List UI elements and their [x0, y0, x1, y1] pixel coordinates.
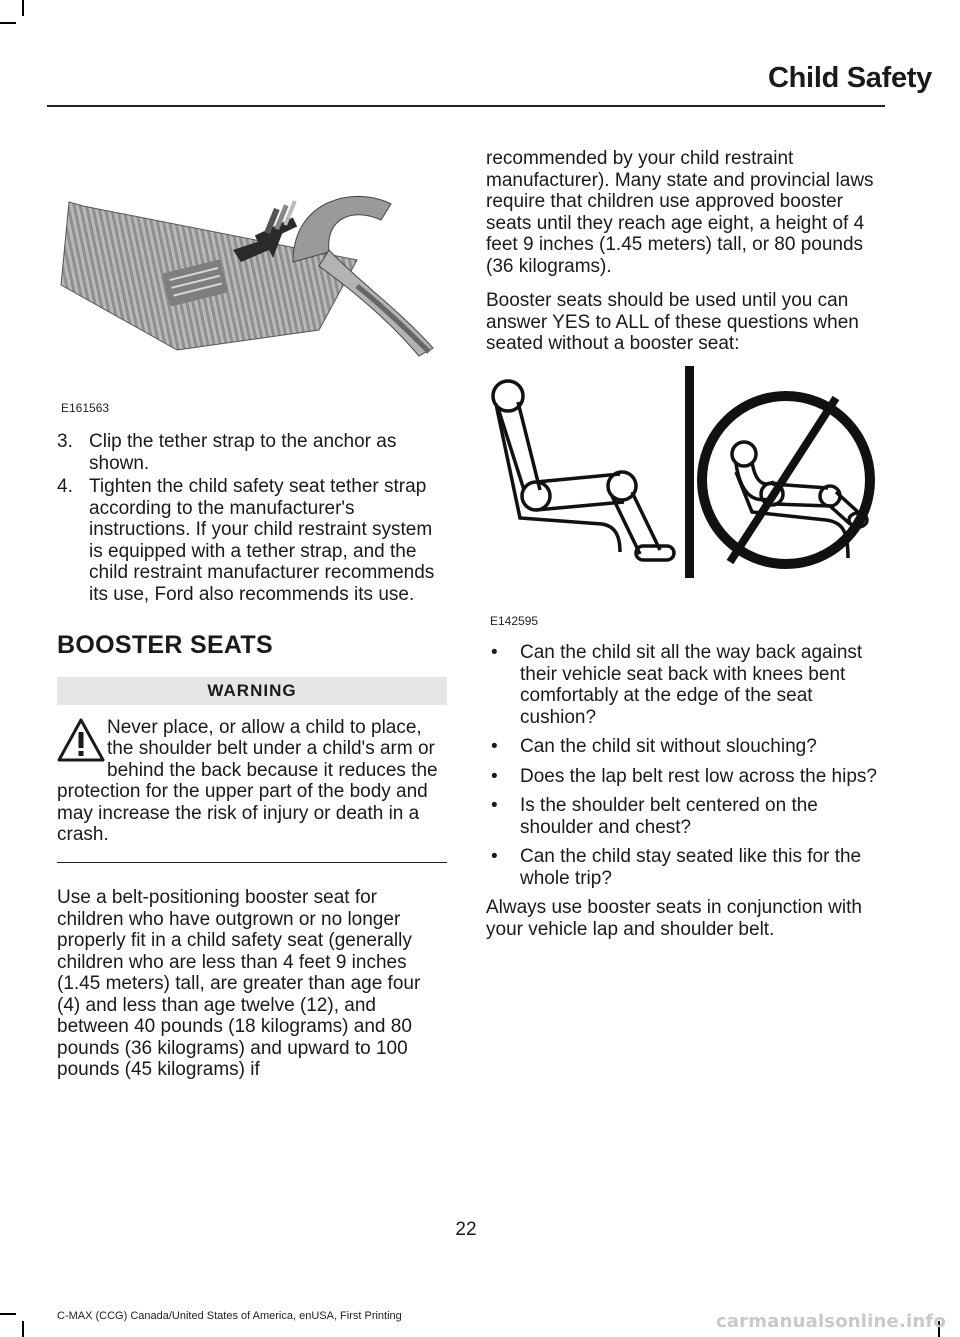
- list-item: [486, 642, 882, 728]
- warning-triangle-icon: [57, 717, 105, 763]
- list-item: [486, 766, 882, 788]
- list-item: [57, 476, 447, 605]
- step-number: 3.: [57, 431, 73, 452]
- bullet: •: [491, 642, 498, 663]
- list-item: [486, 736, 882, 758]
- paragraph: Use a belt-positioning booster seat for children who have outgrown or no longer properly fit in a child safety seat (generally children who are less than 4 feet 9 inches (1.45 meters) tall, are greater than age four (4) and less than age twelve (12), and between 40 pounds (18 kilograms) and 80 pounds (36 kilograms) and upward to 100 pounds (45 kilograms) if: [57, 887, 421, 1080]
- list-item: [486, 795, 882, 838]
- question-text: Can the child sit all the way back against their vehicle seat back with knees bent comfortably at the edge of the seat cushion?: [520, 642, 863, 728]
- step-list: [57, 431, 447, 605]
- crop-mark: [22, 0, 24, 16]
- left-column: [57, 431, 447, 1094]
- warning-label: WARNING: [57, 677, 447, 705]
- step-text: Clip the tether strap to the anchor as shown.: [89, 431, 397, 474]
- list-item: [486, 846, 882, 889]
- crop-mark: [22, 1321, 24, 1337]
- question-text: Does the lap belt rest low across the hips?: [520, 765, 877, 787]
- bullet: •: [491, 736, 498, 757]
- warning-divider: [57, 862, 447, 864]
- question-text: Can the child stay seated like this for the whole trip?: [520, 846, 862, 889]
- posture-comparison-illustration: [490, 362, 882, 582]
- warning-content: [57, 717, 447, 846]
- paragraph: Booster seats should be used until you can answer YES to ALL of these questions when seated without a booster seat:: [486, 290, 859, 354]
- list-item: [57, 431, 447, 474]
- crop-mark: [0, 22, 16, 24]
- edition-footer: C-MAX (CCG) Canada/United States of America, enUSA, First Printing: [57, 1310, 402, 1322]
- tether-strap-figure: [57, 190, 449, 365]
- step-number: 4.: [57, 476, 73, 497]
- warning-box: [57, 677, 447, 864]
- bullet: •: [491, 795, 498, 816]
- watermark: carmanualsonline.info: [715, 1311, 946, 1332]
- divider-bar: [685, 366, 694, 578]
- question-text: Can the child sit without slouching?: [520, 736, 817, 757]
- page-number: 22: [455, 1219, 477, 1240]
- figure-code: E161563: [61, 401, 110, 415]
- step-text: Tighten the child safety seat tether strap according to the manufacturer's instructions. If your child restraint system is equipped with a tether strap, and the child restraint manufacturer recommends its use, Ford also recommends its use.: [89, 476, 435, 605]
- crop-mark: [0, 1313, 16, 1315]
- bullet: •: [491, 765, 498, 787]
- tether-strap-illustration: [57, 190, 449, 365]
- page-title: Child Safety: [768, 62, 932, 94]
- right-column-continued: [486, 642, 882, 953]
- paragraph: recommended by your child restraint manufacturer). Many state and provincial laws require that children use approved booster seats until they reach age eight, a height of 4 feet 9 inches (1.45 meters) tall, or 80 pounds (36 kilograms).: [486, 148, 874, 277]
- figure-code: E142595: [490, 614, 539, 628]
- question-list: [486, 642, 882, 889]
- paragraph: Always use booster seats in conjunction with your vehicle lap and shoulder belt.: [486, 897, 862, 940]
- header-divider: [47, 105, 885, 107]
- warning-text-content: Never place, or allow a child to place, the shoulder belt under a child's arm or behind the back because it reduces the protection for the upper part of the body and may increase the risk of injury or death in a crash.: [57, 716, 438, 845]
- booster-posture-figure: [490, 362, 882, 582]
- warning-text: [57, 717, 447, 846]
- section-heading: BOOSTER SEATS: [57, 631, 273, 659]
- bullet: •: [491, 846, 498, 867]
- right-column: [486, 148, 882, 368]
- question-text: Is the shoulder belt centered on the shoulder and chest?: [520, 795, 818, 838]
